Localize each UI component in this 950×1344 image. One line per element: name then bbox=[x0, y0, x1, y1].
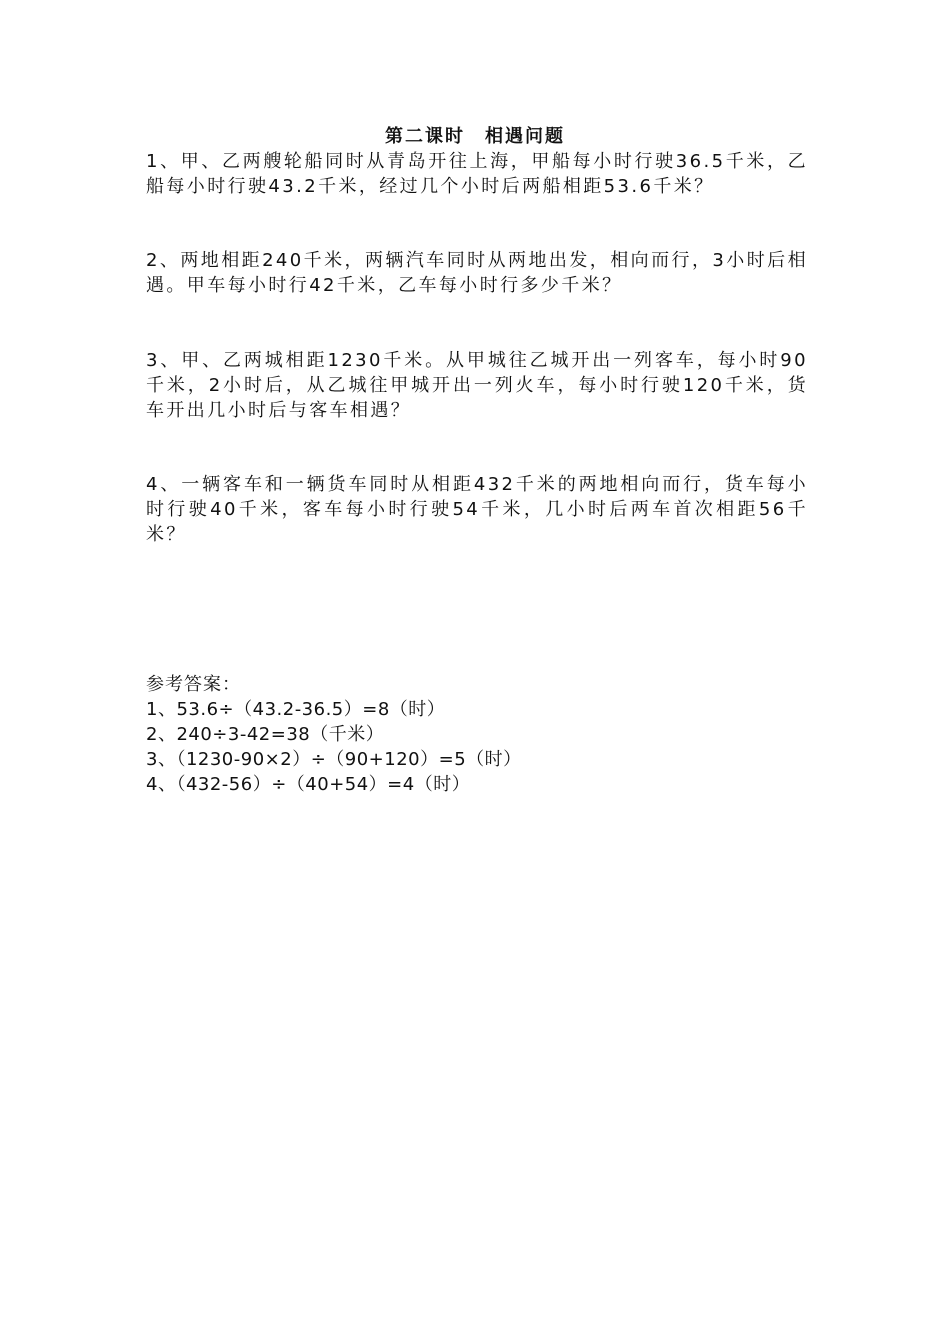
question-3: 3、甲、乙两城相距1230千米。从甲城往乙城开出一列客车，每小时90千米，2小时后，从乙城往甲城开出一列火车，每小时行驶120千米，货车开出几小时后与客车相遇？ bbox=[146, 350, 808, 421]
answer-1: 1、53.6÷（43.2-36.5）=8（时） bbox=[146, 699, 446, 720]
answer-3: 3、（1230-90×2）÷（90+120）=5（时） bbox=[146, 749, 522, 770]
answer-4: 4、（432-56）÷（40+54）=4（时） bbox=[146, 774, 471, 795]
answer-key-heading: 参考答案： bbox=[146, 674, 241, 695]
question-2: 2、两地相距240千米，两辆汽车同时从两地出发，相向而行，3小时后相遇。甲车每小时行42千米，乙车每小时行多少千米？ bbox=[146, 250, 808, 296]
question-1: 1、甲、乙两艘轮船同时从青岛开往上海，甲船每小时行驶36.5千米，乙船每小时行驶43.2千米，经过几个小时后两船相距53.6千米？ bbox=[146, 151, 808, 197]
answer-key bbox=[146, 672, 806, 797]
page-title: 第二课时 相遇问题 bbox=[385, 126, 565, 147]
question-4: 4、一辆客车和一辆货车同时从相距432千米的两地相向而行，货车每小时行驶40千米，客车每小时行驶54千米，几小时后两车首次相距56千米？ bbox=[146, 474, 808, 545]
answer-2: 2、240÷3-42=38（千米） bbox=[146, 724, 385, 745]
